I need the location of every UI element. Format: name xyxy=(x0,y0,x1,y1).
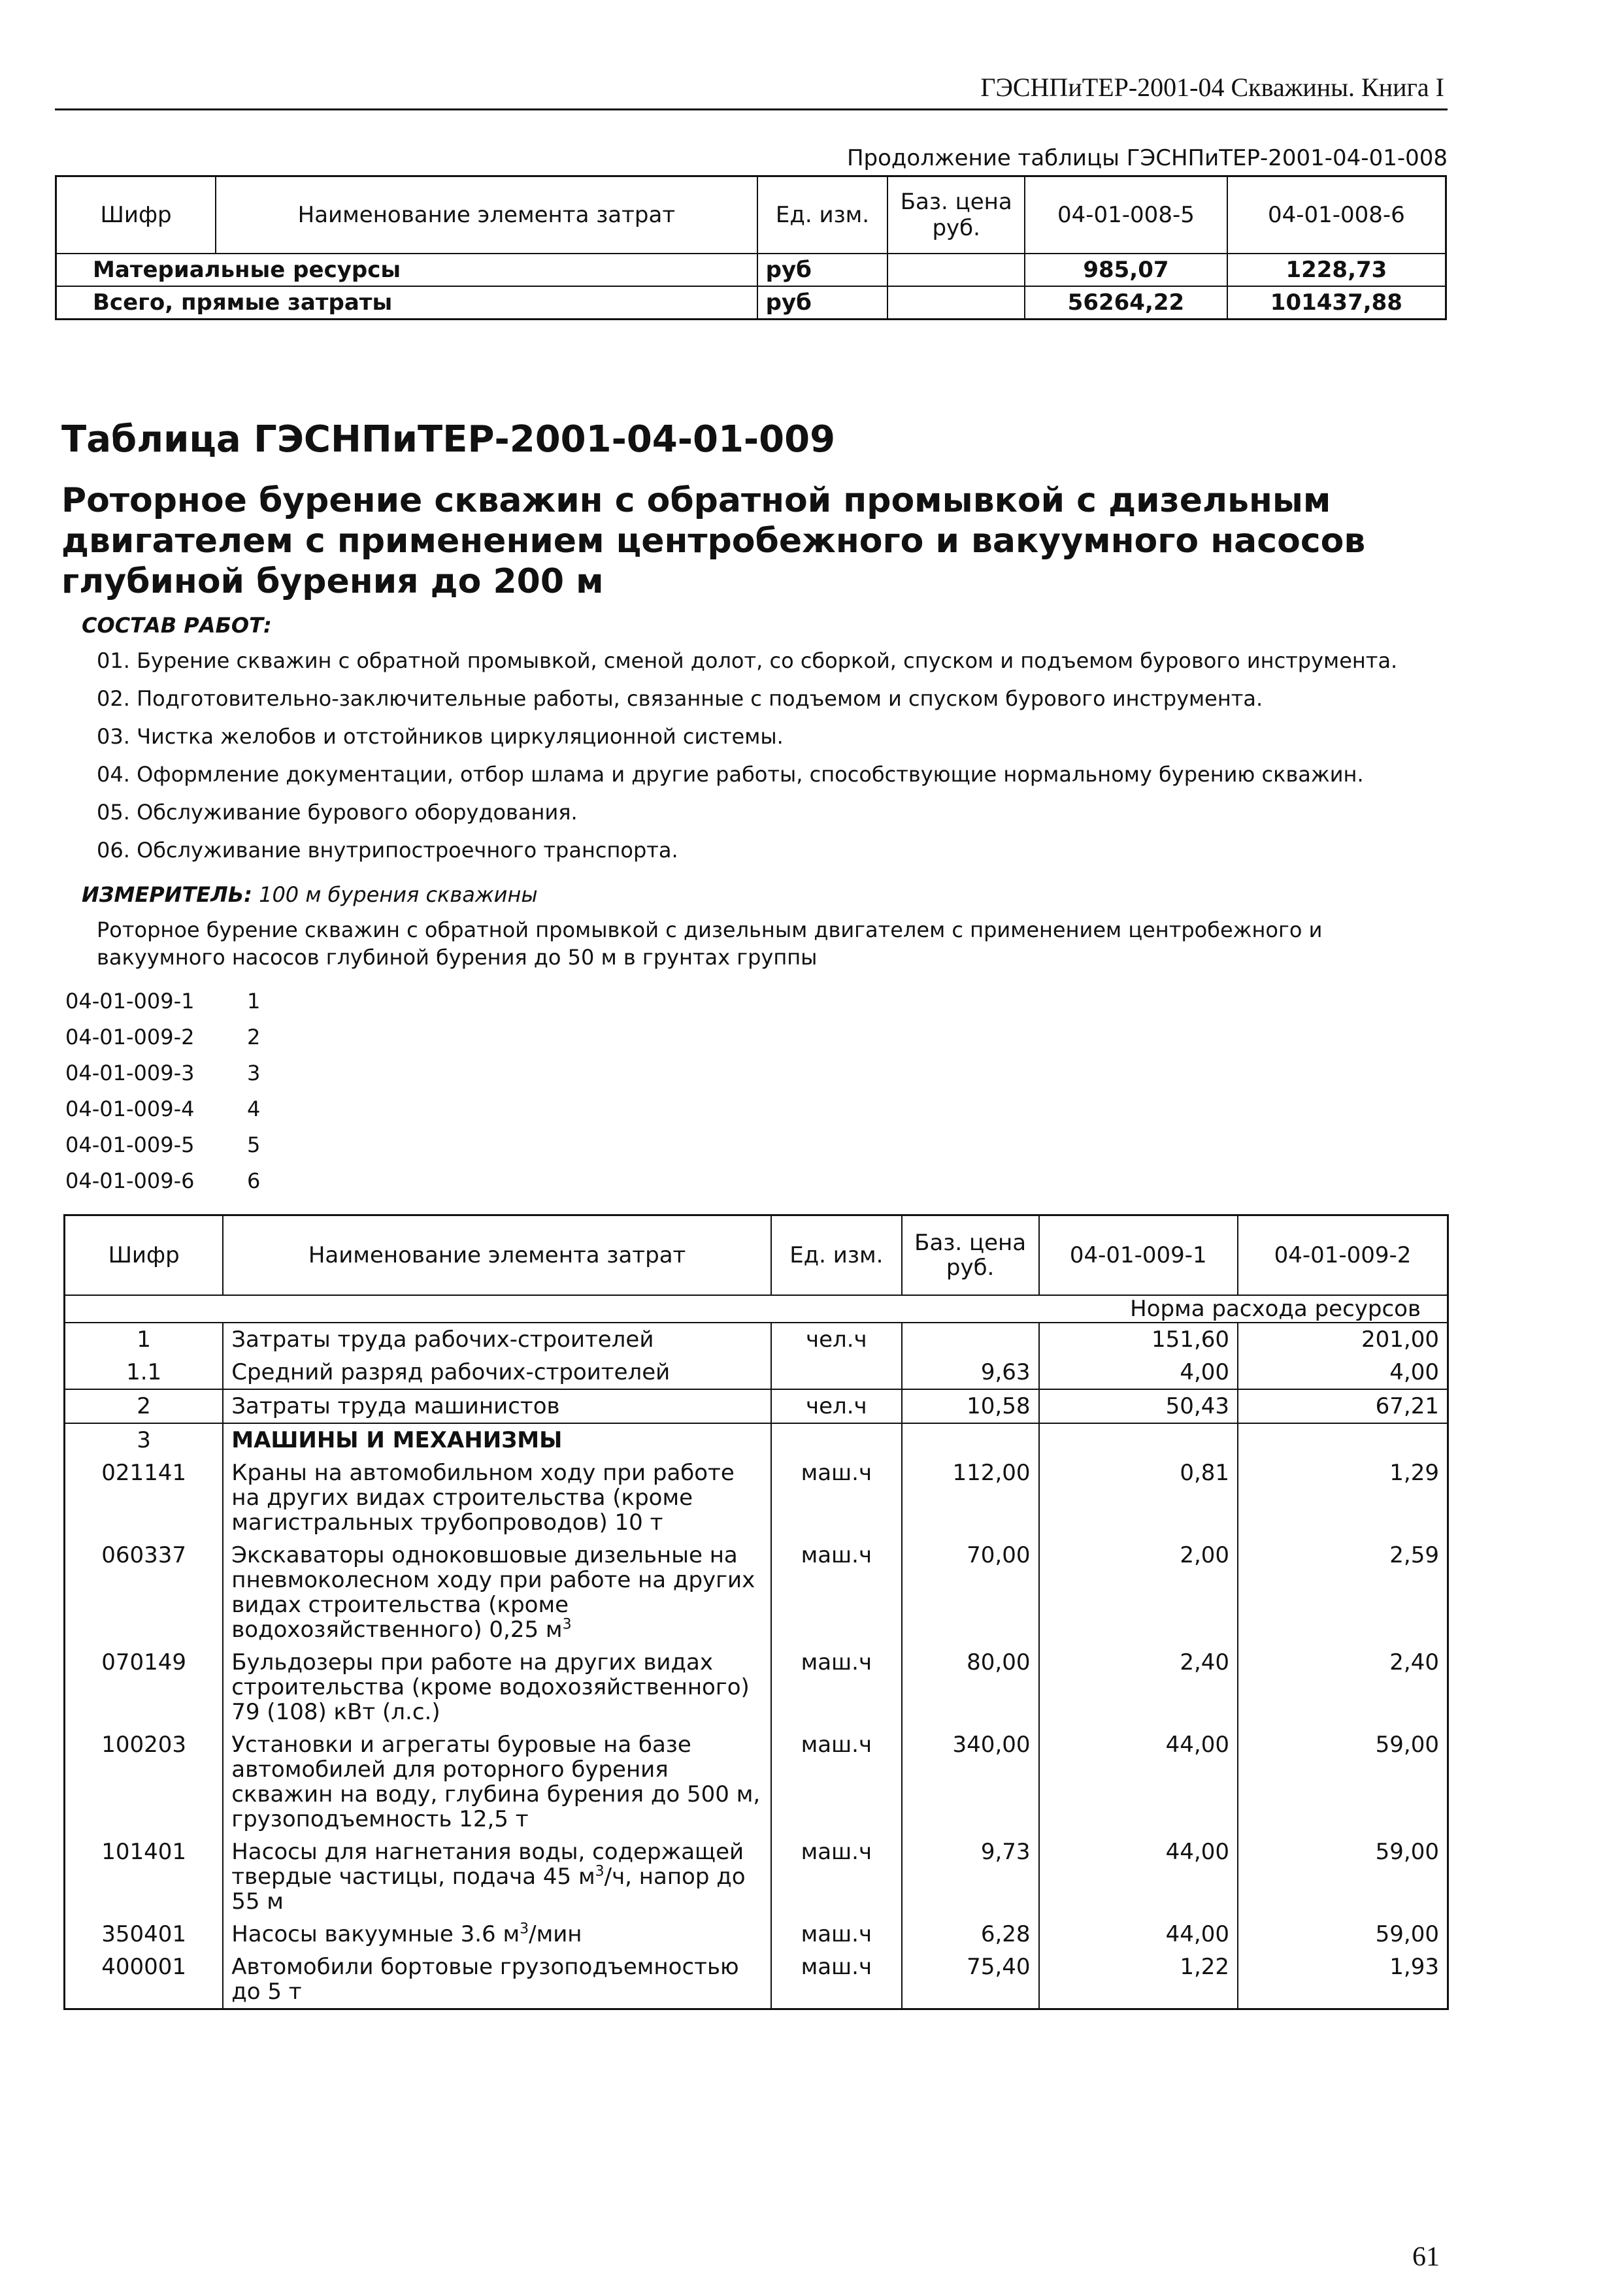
measurer xyxy=(82,882,538,907)
col-header-price: Баз. цена руб. xyxy=(887,176,1025,254)
variant-row xyxy=(65,1163,260,1199)
measurer-label: ИЗМЕРИТЕЛЬ: xyxy=(82,882,252,907)
row-name xyxy=(223,1728,771,1836)
row-value xyxy=(1039,1423,1238,1457)
row-unit: маш.ч xyxy=(771,1918,902,1951)
row-value: 1228,73 xyxy=(1227,254,1446,286)
row-code: 021141 xyxy=(65,1457,224,1539)
row-name xyxy=(223,1646,771,1728)
row-value xyxy=(1238,1423,1448,1457)
row-price: 340,00 xyxy=(902,1728,1039,1836)
variants-list xyxy=(65,983,260,1199)
running-header: ГЭСНПиТЕР-2001-04 Скважины. Книга I xyxy=(980,73,1444,102)
col-header-code: Шифр xyxy=(56,176,216,254)
row-value: 67,21 xyxy=(1238,1389,1448,1423)
row-price: 80,00 xyxy=(902,1646,1039,1728)
row-unit: маш.ч xyxy=(771,1951,902,2009)
row-price: 6,28 xyxy=(902,1918,1039,1951)
row-value: 2,40 xyxy=(1238,1646,1448,1728)
row-value: 44,00 xyxy=(1039,1918,1238,1951)
table-row xyxy=(65,1323,1448,1356)
variant-row xyxy=(65,1019,260,1055)
work-item: 05. Обслуживание бурового оборудования. xyxy=(97,800,578,825)
table-header-row xyxy=(56,176,1446,254)
row-price: 70,00 xyxy=(902,1539,1039,1646)
row-unit: руб xyxy=(757,286,888,320)
table-row xyxy=(56,254,1446,286)
row-name-text: Затраты труда машинистов xyxy=(231,1393,560,1419)
col-header-variant-5: 04-01-008-5 xyxy=(1025,176,1227,254)
row-name xyxy=(223,1918,771,1951)
row-price: 112,00 xyxy=(902,1457,1039,1539)
row-price: 9,63 xyxy=(902,1356,1039,1389)
variant-code: 04-01-009-3 xyxy=(65,1061,195,1085)
row-value: 101437,88 xyxy=(1227,286,1446,320)
row-value: 1,29 xyxy=(1238,1457,1448,1539)
row-name: Всего, прямые затраты xyxy=(56,286,757,320)
table-row xyxy=(65,1356,1448,1389)
description: Роторное бурение скважин с обратной промывкой с дизельным двигателем с применением центробежного и вакуумного насосов глубиной бурения до 50 м в грунтах группы xyxy=(97,917,1323,970)
row-unit: чел.ч xyxy=(771,1323,902,1356)
row-value: 59,00 xyxy=(1238,1836,1448,1918)
table-row xyxy=(56,286,1446,320)
row-name xyxy=(223,1323,771,1356)
row-name-text: МАШИНЫ И МЕХАНИЗМЫ xyxy=(231,1427,563,1453)
row-price: 75,40 xyxy=(902,1951,1039,2009)
table-row xyxy=(65,1423,1448,1457)
work-item: 02. Подготовительно-заключительные работы, связанные с подъемом и спуском бурового инструмента. xyxy=(97,686,1263,711)
work-item: 01. Бурение скважин с обратной промывкой, сменой долот, со сборкой, спуском и подъемом бурового инструмента. xyxy=(97,648,1398,673)
col-header-variant-1: 04-01-009-1 xyxy=(1039,1215,1238,1296)
table-row xyxy=(65,1389,1448,1423)
row-name-sup: 3 xyxy=(520,1921,529,1938)
col-header-unit: Ед. изм. xyxy=(757,176,888,254)
table-row xyxy=(65,1646,1448,1728)
row-value: 4,00 xyxy=(1039,1356,1238,1389)
row-name-text: Бульдозеры при работе на других видах строительства (кроме водохозяйственного) 79 (108) кВт (л.с.) xyxy=(231,1649,750,1725)
row-value: 2,00 xyxy=(1039,1539,1238,1646)
row-price: 9,73 xyxy=(902,1836,1039,1918)
row-value: 44,00 xyxy=(1039,1836,1238,1918)
continuation-caption: Продолжение таблицы ГЭСНПиТЕР-2001-04-01-008 xyxy=(846,145,1448,171)
variant-code: 04-01-009-5 xyxy=(65,1132,195,1157)
row-name xyxy=(223,1539,771,1646)
row-name-text: Краны на автомобильном ходу при работе на других видах строительства (кроме магистральных трубопроводов) 10 т xyxy=(231,1460,735,1536)
work-title: Роторное бурение скважин с обратной промывкой с дизельным двигателем с применением центробежного и вакуумного насосов глубиной бурения до 200 м xyxy=(61,481,1366,601)
variant-code: 04-01-009-1 xyxy=(65,989,195,1014)
col-header-price: Баз. цена руб. xyxy=(902,1215,1039,1296)
row-name-text: Автомобили бортовые грузоподъемностью до 5 т xyxy=(231,1954,739,2005)
row-unit: маш.ч xyxy=(771,1646,902,1728)
table-row xyxy=(65,1457,1448,1539)
row-name xyxy=(223,1423,771,1457)
row-value: 151,60 xyxy=(1039,1323,1238,1356)
table-row xyxy=(65,1836,1448,1918)
row-unit: чел.ч xyxy=(771,1389,902,1423)
row-value: 2,59 xyxy=(1238,1539,1448,1646)
composition-label: СОСТАВ РАБОТ: xyxy=(82,613,272,638)
row-name-text: Насосы для нагнетания воды, содержащей твердые частицы, подача 45 м xyxy=(231,1839,744,1890)
row-name-sup: 3 xyxy=(595,1863,605,1880)
row-code: 070149 xyxy=(65,1646,224,1728)
resource-table xyxy=(63,1214,1449,2010)
page-number: 61 xyxy=(1412,2242,1440,2272)
row-code: 060337 xyxy=(65,1539,224,1646)
row-name-text: Затраты труда рабочих-строителей xyxy=(231,1327,654,1353)
variant-group: 1 xyxy=(247,989,261,1014)
row-price xyxy=(887,254,1025,286)
work-item: 03. Чистка желобов и отстойников циркуляционной системы. xyxy=(97,724,784,749)
row-name xyxy=(223,1457,771,1539)
table-row xyxy=(65,1539,1448,1646)
row-code: 101401 xyxy=(65,1836,224,1918)
norm-row xyxy=(65,1295,1448,1323)
row-code: 350401 xyxy=(65,1918,224,1951)
row-unit: маш.ч xyxy=(771,1457,902,1539)
row-name-text: /мин xyxy=(529,1921,582,1947)
row-value: 201,00 xyxy=(1238,1323,1448,1356)
row-name-text: Установки и агрегаты буровые на базе автомобилей для роторного бурения скважин на воду, глубина бурения до 500 м, грузоподъемность 12,5 т xyxy=(231,1732,761,1832)
row-name-text: Насосы вакуумные 3.6 м xyxy=(231,1921,520,1947)
works-list xyxy=(97,647,1436,874)
variant-row xyxy=(65,983,260,1019)
row-unit: маш.ч xyxy=(771,1728,902,1836)
variant-group: 3 xyxy=(247,1061,261,1085)
row-name xyxy=(223,1951,771,2009)
table-row xyxy=(65,1728,1448,1836)
row-unit xyxy=(771,1356,902,1389)
row-value: 0,81 xyxy=(1039,1457,1238,1539)
row-code: 1 xyxy=(65,1323,224,1356)
col-header-name: Наименование элемента затрат xyxy=(216,176,757,254)
col-header-variant-6: 04-01-008-6 xyxy=(1227,176,1446,254)
row-name-text: Экскаваторы одноковшовые дизельные на пневмоколесном ходу при работе на других видах строительства (кроме водохозяйственного) 0,25 м xyxy=(231,1542,755,1643)
variant-code: 04-01-009-2 xyxy=(65,1025,195,1049)
variant-group: 4 xyxy=(247,1097,261,1121)
row-value: 50,43 xyxy=(1039,1389,1238,1423)
table-header-row xyxy=(65,1215,1448,1296)
col-header-code: Шифр xyxy=(65,1215,224,1296)
continuation-table xyxy=(55,175,1447,320)
row-unit xyxy=(771,1423,902,1457)
row-value: 985,07 xyxy=(1025,254,1227,286)
row-name xyxy=(223,1389,771,1423)
row-price xyxy=(902,1323,1039,1356)
row-value: 59,00 xyxy=(1238,1918,1448,1951)
row-name-sup: 3 xyxy=(562,1616,572,1633)
col-header-unit: Ед. изм. xyxy=(771,1215,902,1296)
row-value: 4,00 xyxy=(1238,1356,1448,1389)
variant-group: 5 xyxy=(247,1132,261,1157)
table-title: Таблица ГЭСНПиТЕР-2001-04-01-009 xyxy=(61,418,836,461)
table-row xyxy=(65,1951,1448,2009)
work-item: 06. Обслуживание внутрипостроечного транспорта. xyxy=(97,838,678,863)
row-value: 1,22 xyxy=(1039,1951,1238,2009)
row-value: 44,00 xyxy=(1039,1728,1238,1836)
row-name-text: Средний разряд рабочих-строителей xyxy=(231,1359,671,1385)
table-row xyxy=(65,1918,1448,1951)
row-code: 3 xyxy=(65,1423,224,1457)
row-value: 59,00 xyxy=(1238,1728,1448,1836)
row-name-text: /ч, напор до 55 м xyxy=(231,1864,746,1915)
col-header-name: Наименование элемента затрат xyxy=(223,1215,771,1296)
row-value: 56264,22 xyxy=(1025,286,1227,320)
row-name xyxy=(223,1836,771,1918)
variant-row xyxy=(65,1091,260,1127)
row-code: 1.1 xyxy=(65,1356,224,1389)
work-item: 04. Оформление документации, отбор шлама и другие работы, способствующие нормальному бурению скважин. xyxy=(97,762,1364,787)
row-name xyxy=(223,1356,771,1389)
row-unit: руб xyxy=(757,254,888,286)
row-name: Материальные ресурсы xyxy=(56,254,757,286)
norm-label: Норма расхода ресурсов xyxy=(1039,1295,1448,1323)
variant-group: 2 xyxy=(247,1025,261,1049)
row-price xyxy=(887,286,1025,320)
row-code: 100203 xyxy=(65,1728,224,1836)
row-unit: маш.ч xyxy=(771,1539,902,1646)
variant-group: 6 xyxy=(247,1168,261,1193)
header-rule xyxy=(55,108,1448,110)
row-unit: маш.ч xyxy=(771,1836,902,1918)
row-price: 10,58 xyxy=(902,1389,1039,1423)
row-value: 1,93 xyxy=(1238,1951,1448,2009)
variant-row xyxy=(65,1127,260,1163)
row-code: 2 xyxy=(65,1389,224,1423)
col-header-variant-2: 04-01-009-2 xyxy=(1238,1215,1448,1296)
measurer-value: 100 м бурения скважины xyxy=(259,882,538,907)
variant-code: 04-01-009-6 xyxy=(65,1168,195,1193)
row-code: 400001 xyxy=(65,1951,224,2009)
variant-row xyxy=(65,1055,260,1091)
row-value: 2,40 xyxy=(1039,1646,1238,1728)
variant-code: 04-01-009-4 xyxy=(65,1097,195,1121)
row-price xyxy=(902,1423,1039,1457)
